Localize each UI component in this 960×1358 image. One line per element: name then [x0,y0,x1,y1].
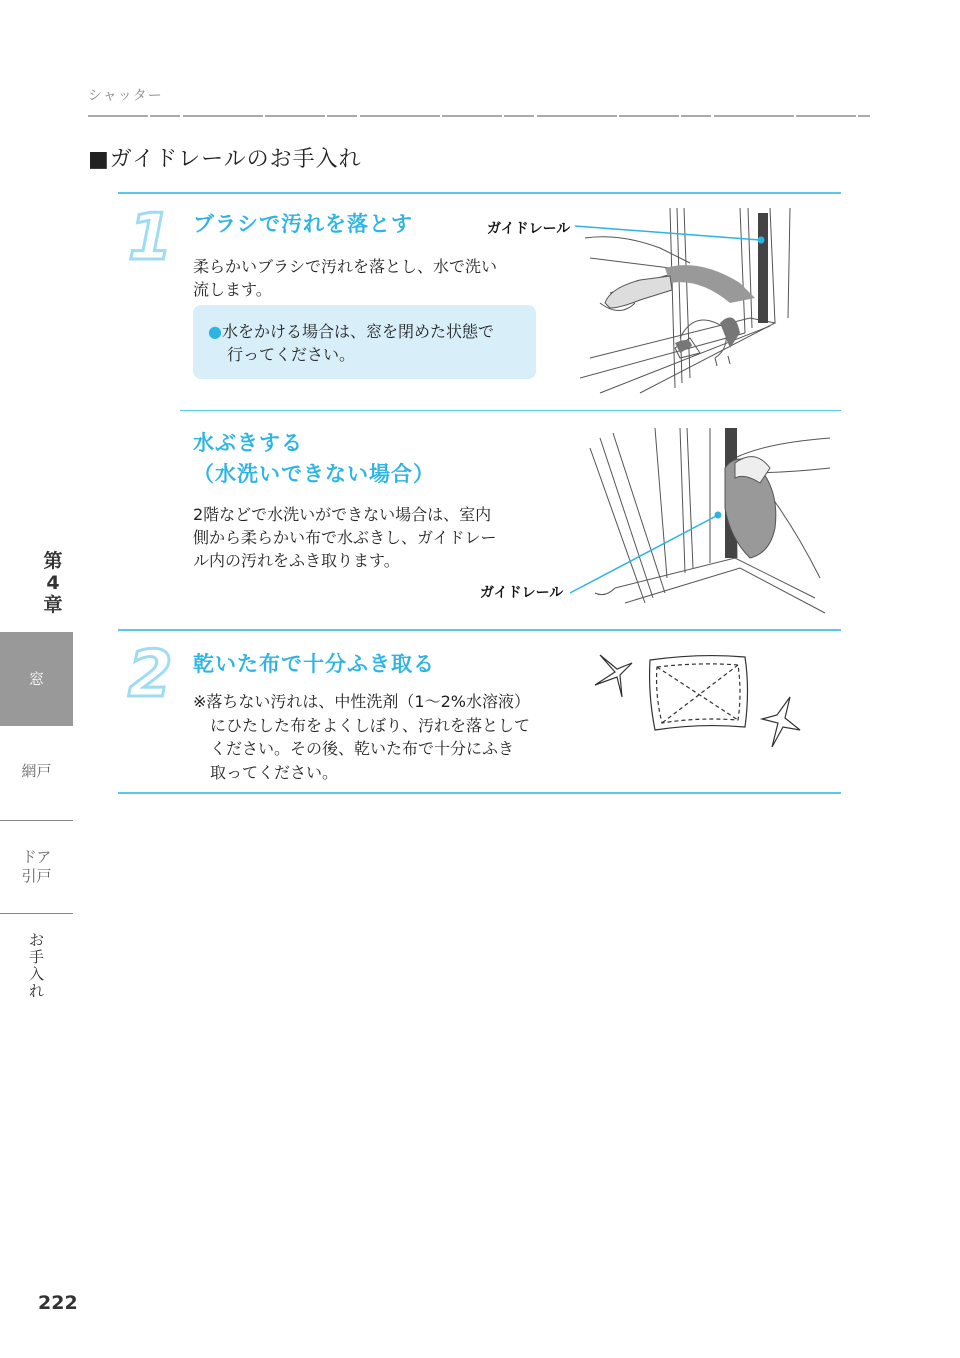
tab-maintenance-label: 入 [28,965,44,983]
tab-door-label: 引戸 [21,867,52,885]
tab-maintenance-label: 手 [28,948,44,966]
chapter-char: 第 [43,550,63,572]
section-bottom-rule [118,792,841,794]
step2-note-line: ください。その後、乾いた布で十分にふき [210,739,515,758]
sidebar-divider [0,820,73,821]
substep-body-line: 2階などで水洗いができない場合は、室内 [193,505,492,524]
tab-screen[interactable] [0,760,73,781]
tab-window-label: 窓 [28,670,44,688]
header-rule [88,114,870,118]
substep-callout-line [568,505,728,600]
substep-title [193,428,435,490]
page-number: 222 [38,1292,78,1314]
tab-maintenance-label: れ [28,982,44,1000]
step-number-1: 1 [128,201,173,275]
step1-callout-label: ガイドレール [487,221,571,237]
illustration-dry-cloth [590,645,805,755]
step-number-2: 2 [128,638,173,712]
step1-note [208,320,494,366]
step2-note-line: 取ってください。 [210,762,339,782]
substep-title-line: 水ぶきする [193,431,303,455]
section-top-rule [118,192,841,194]
step1-title: ブラシで汚れを落とす [193,212,413,236]
step1-body-line: 流します。 [193,280,272,299]
step1-body [193,255,497,301]
tab-window[interactable] [0,632,73,726]
substep-rule [180,410,841,411]
sidebar-divider [0,913,73,914]
bullet-icon: ● [208,322,222,341]
section-title: ■ガイドレールのお手入れ [88,147,362,172]
step2-note-line: にひたした布をよくしぼり、汚れを落として [210,715,531,735]
step1-note-line: 水をかける場合は、窓を閉めた状態で [221,322,494,341]
tab-door-label: ドア [21,848,52,866]
step2-top-rule [118,629,841,631]
step1-body-line: 柔らかいブラシで汚れを落とし、水で洗い [193,257,498,276]
tab-door[interactable] [0,848,73,886]
chapter-label [30,550,76,616]
step2-title: 乾いた布で十分ふき取る [193,652,435,676]
tab-maintenance[interactable] [0,932,73,1000]
step2-note [193,690,530,784]
chapter-char: 章 [43,594,63,616]
substep-body [193,503,497,572]
step1-note-line: 行ってください。 [227,345,356,364]
running-header: シャッター [88,88,163,104]
substep-callout-label: ガイドレール [480,585,564,601]
step2-note-line: ※落ちない汚れは、中性洗剤（1〜2%水溶液） [193,692,530,711]
tab-screen-label: 網戸 [21,762,52,780]
substep-body-line: ル内の汚れをふき取ります。 [193,551,400,570]
substep-body-line: 側から柔らかい布で水ぶきし、ガイドレー [193,528,497,547]
step1-callout-line [575,218,770,248]
substep-title-line: （水洗いできない場合） [193,462,435,486]
tab-maintenance-label: お [28,931,44,949]
chapter-number: 4 [46,572,60,594]
